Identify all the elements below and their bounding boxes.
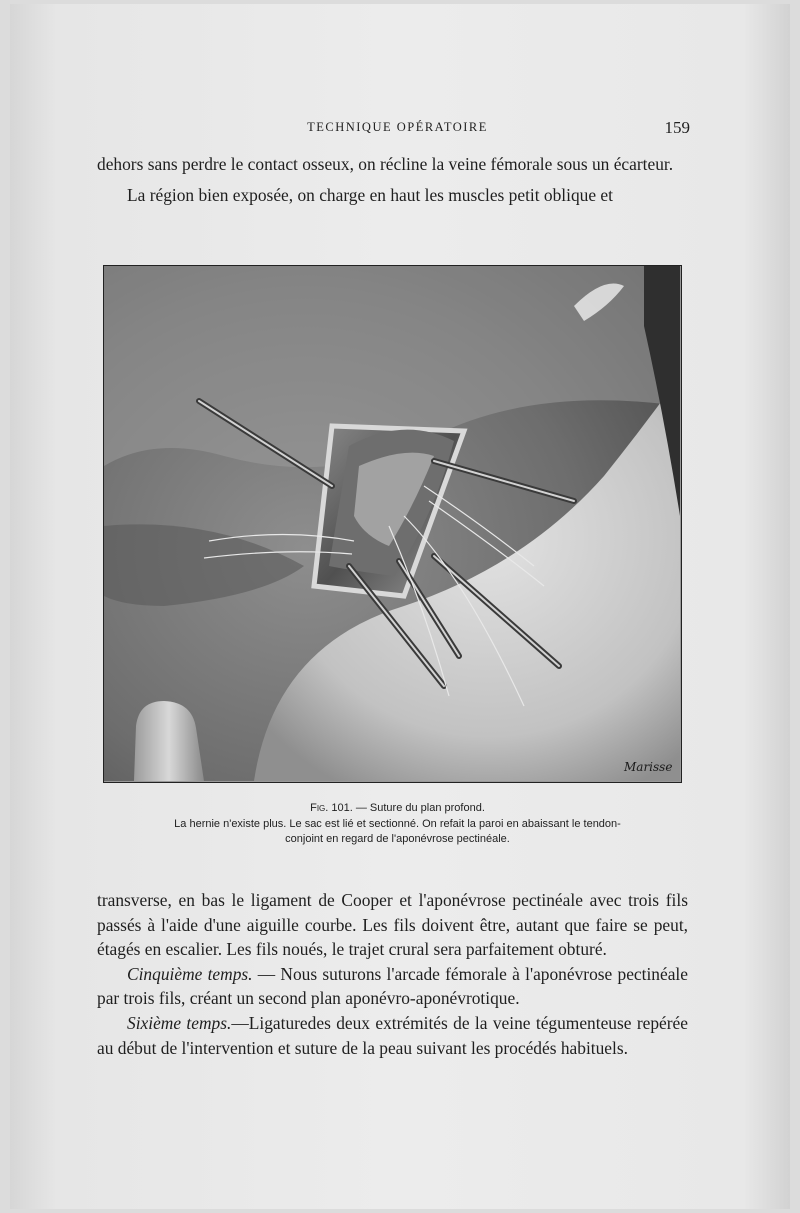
book-page [10, 4, 790, 1209]
caption-line-2: La hernie n'existe plus. Le sac est lié et sectionné. On refait la paroi en abaissant le tendon- [174, 817, 621, 830]
page-number: 159 [664, 118, 690, 137]
running-title: TECHNIQUE OPÉRATOIRE [307, 120, 488, 134]
illustration-drawing [104, 266, 680, 781]
body-text-bottom [97, 888, 688, 1060]
figure-caption [100, 801, 695, 848]
paragraph-lead: Sixième temps. [127, 1012, 232, 1033]
paragraph-text: —Ligaturedes deux extrémités de la veine tégumenteuse repérée au début de l'intervention et suture de la peau suivant les procédés habituels. [97, 1012, 688, 1058]
paragraph [97, 962, 688, 1011]
figure-label: Fig. 101. [310, 802, 353, 814]
caption-line-1 [100, 801, 695, 817]
paragraph: dehors sans perdre le contact osseux, on récline la veine fémorale sous un écarteur. [97, 154, 674, 174]
body-text-top [97, 152, 688, 207]
figure-title: — Suture du plan profond. [352, 802, 485, 814]
artist-signature: Marisse [624, 760, 673, 774]
paragraph: La région bien exposée, on charge en haut les muscles petit oblique et [127, 185, 613, 205]
surgical-illustration [103, 265, 682, 783]
paragraph-text: — Nous suturons l'arcade fémorale à l'aponévrose pectinéale par trois fils, créant un second plan aponévro-aponévrotique. [97, 963, 688, 1009]
running-head [105, 118, 690, 140]
paragraph [97, 1011, 688, 1060]
caption-line-3: conjoint en regard de l'aponévrose pectinéale. [285, 833, 510, 845]
paragraph: transverse, en bas le ligament de Cooper et l'aponévrose pectinéale avec trois fils passés à l'aide d'une aiguille courbe. Les fils doivent être, autant que faire se peut, étagés en escalier. Les fils noués, le trajet crural sera parfaitement obturé. [97, 890, 688, 960]
paragraph-lead: Cinquième temps. [127, 963, 253, 984]
